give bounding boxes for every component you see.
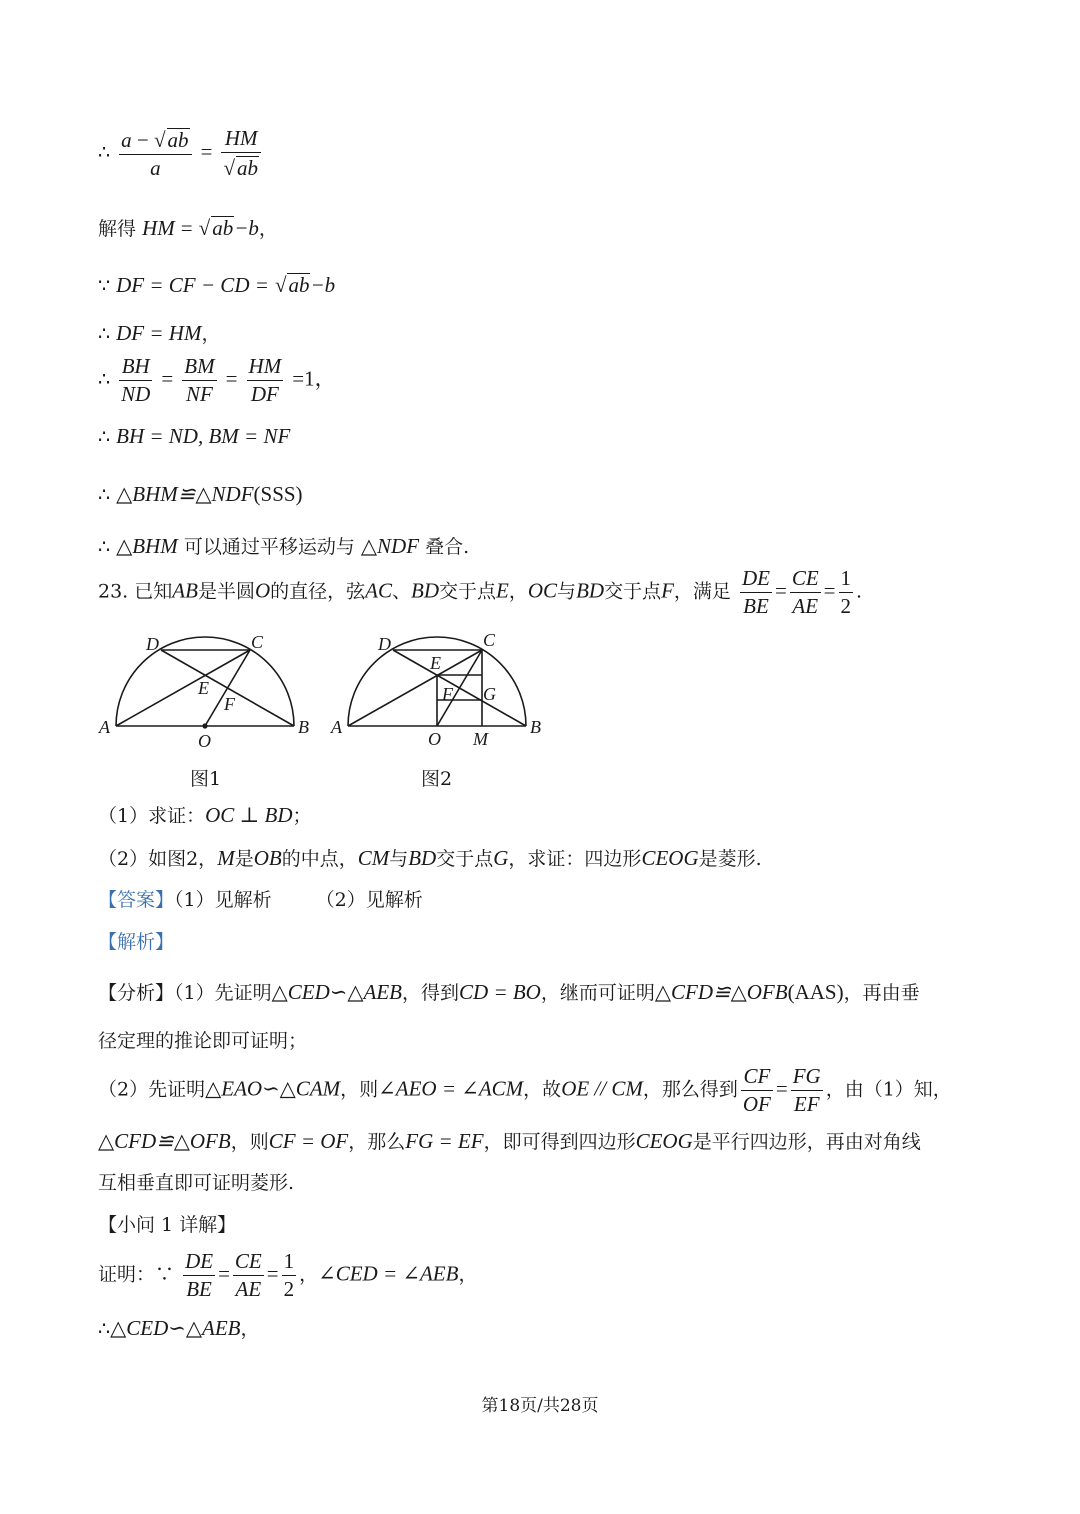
derivation-line-4: ∴ DF = HM，: [98, 321, 221, 345]
page-footer: 第18页/共28页: [481, 1396, 599, 1416]
derivation-line-3: ∵ DF = CF − CD = √ab−b: [98, 273, 336, 297]
label-F: F: [442, 684, 453, 704]
figure-2-caption: 图2: [421, 768, 453, 790]
derivation-line-2: 解得 HM = √ab−b，: [98, 216, 278, 240]
derivation-line-8: ∴ △BHM 可以通过平移运动与 △NDF 叠合.: [98, 534, 470, 558]
figure-1: [94, 628, 324, 753]
analysis-para-2: 径定理的推论即可证明；: [98, 1030, 308, 1052]
problem-statement: 23. 已知AB是半圆O的直径，弦AC、BD交于点E，OC与BD交于点F，满足 $\frac{DE}{BE}$ = $\frac{CE}{AE}$ = $\frac{1}{2}$ .: [98, 566, 863, 618]
label-B: B: [530, 717, 541, 737]
figure-1-caption: 图1: [190, 768, 222, 790]
answer-tag: 【答案】: [98, 889, 175, 911]
label-O: O: [198, 731, 211, 751]
label-E: E: [198, 678, 209, 698]
label-A: A: [99, 717, 110, 737]
label-O: O: [428, 729, 441, 749]
derivation-line-7: ∴ △BHM≌△NDF(SSS): [98, 482, 303, 506]
chord-AC: [116, 650, 250, 726]
detail-proof-line: 证明：∵ $\frac{DE}{BE}$ = $\frac{CE}{AE}$ = $\frac{1}{2}$ ，∠CED = ∠AEB，: [98, 1249, 478, 1301]
analysis-tag-line: [98, 933, 174, 952]
analysis-para-4: △CFD≌△OFB，则CF = OF，那么FG = EF，即可得到四边形CEOG是平行四边形，再由对角线: [98, 1129, 921, 1153]
label-B: B: [298, 717, 309, 737]
figure-2-diagram: [326, 628, 556, 753]
figure-1-diagram: [94, 628, 324, 753]
chord-AC: [348, 650, 482, 726]
label-F: F: [224, 694, 235, 714]
label-G: G: [483, 684, 496, 704]
label-C: C: [251, 632, 264, 652]
label-D: D: [378, 634, 391, 654]
figure-2: [326, 628, 556, 753]
analysis-para-3: （2）先证明△EAO∽△CAM，则∠AEO = ∠ACM，故OE // CM，那么得到 $\frac{CF}{OF}$ = $\frac{FG}{EF}$ ，由（1）知，: [98, 1064, 952, 1116]
segment-OC: [205, 650, 250, 726]
derivation-line-6: ∴ BH = ND, BM = NF: [98, 424, 291, 448]
label-E: E: [430, 653, 441, 673]
therefore-symbol: ∴: [98, 141, 111, 164]
fraction: $\frac{a - √ab}{a}$: [119, 128, 191, 179]
detail-conclusion-line: ∴△CED∽△AEB，: [98, 1316, 260, 1340]
question-1: （1）求证：OC ⊥ BD；: [98, 803, 312, 827]
analysis-tag: 【解析】: [98, 931, 175, 953]
label-M: M: [473, 729, 488, 749]
detail-tag-line: 【小问 1 详解】: [98, 1214, 237, 1236]
analysis-para-1: 【分析】（1）先证明△CED∽△AEB，得到CD = BO，继而可证明△CFD≌△OFB(AAS)，再由垂: [98, 980, 920, 1004]
label-D: D: [146, 634, 159, 654]
label-C: C: [483, 630, 496, 650]
center-point-O: [202, 723, 207, 728]
derivation-line-5: ∴ $\frac{BH}{ND}$ = $\frac{BM}{NF}$ = $\frac{HM}{DF}$ =1，: [98, 354, 336, 406]
answer-line: 【答案】（1）见解析 （2）见解析: [98, 889, 423, 911]
label-A: A: [331, 717, 342, 737]
derivation-line-1: ∴ $\frac{a - √ab}{a}$ = $\frac{HM}{√ab}$: [98, 128, 264, 179]
question-2: （2）如图2，M是OB的中点，CM与BD交于点G，求证：四边形CEOG是菱形.: [98, 846, 762, 870]
analysis-para-5: 互相垂直即可证明菱形.: [98, 1172, 295, 1194]
fraction: $\frac{HM}{√ab}$: [221, 128, 261, 179]
